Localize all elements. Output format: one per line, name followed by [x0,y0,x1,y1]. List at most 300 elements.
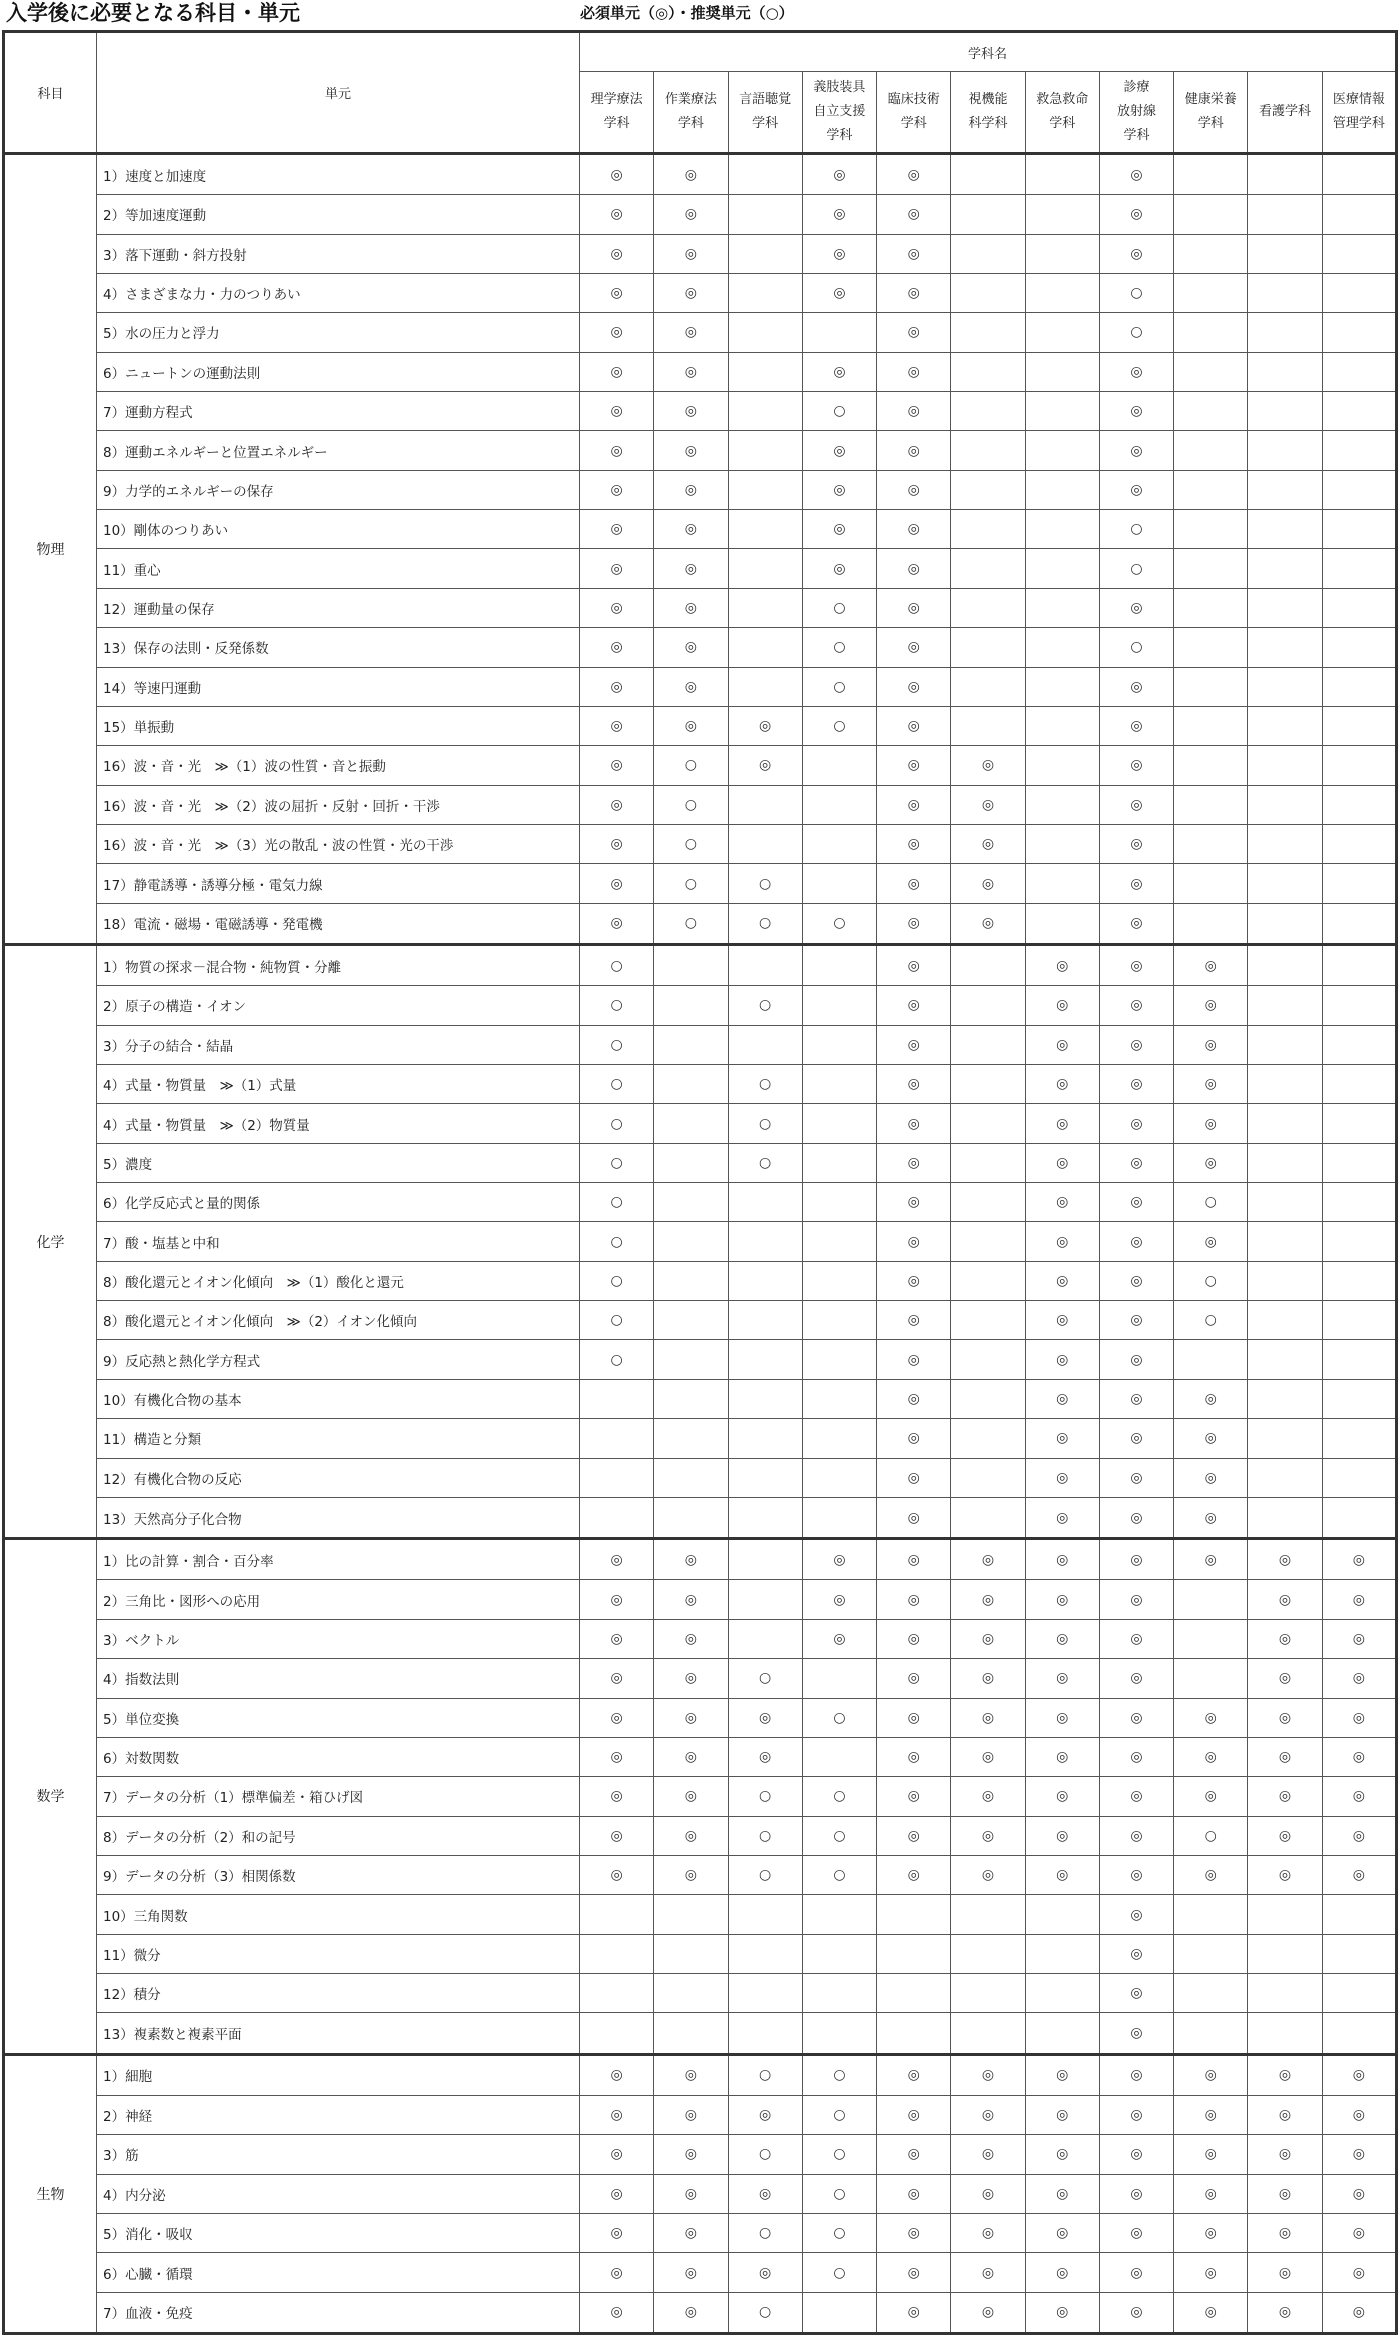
mark-cell: ○ [654,824,728,863]
mark-cell: ◎ [1099,1143,1173,1182]
mark-cell: ◎ [1099,986,1173,1025]
mark-cell: ◎ [654,2214,728,2253]
mark-cell: ○ [1099,549,1173,588]
mark-cell: ◎ [1322,1539,1396,1580]
mark-cell: ◎ [877,986,951,1025]
unit-cell: 16）波・音・光 ≫（1）波の性質・音と振動 [97,746,580,785]
department-header [1322,72,1396,154]
mark-cell [1025,1934,1099,1973]
table-row [4,1934,1397,1973]
mark-cell: ◎ [1322,1698,1396,1737]
mark-cell [802,1458,876,1497]
mark-cell [877,1895,951,1934]
table-row [4,746,1397,785]
unit-cell: 10）三角関数 [97,1895,580,1934]
mark-cell: ◎ [654,470,728,509]
mark-cell [728,154,802,195]
mark-cell: ◎ [1174,1104,1248,1143]
mark-cell: ◎ [802,1619,876,1658]
mark-cell: ◎ [580,2095,654,2134]
mark-cell: ◎ [580,154,654,195]
mark-cell: ○ [654,864,728,903]
mark-cell [951,1340,1025,1379]
mark-cell: ◎ [654,706,728,745]
mark-cell: ◎ [728,1698,802,1737]
mark-cell [802,785,876,824]
unit-cell: 4）指数法則 [97,1659,580,1698]
mark-cell: ◎ [877,431,951,470]
unit-cell: 6）心臓・循環 [97,2253,580,2292]
mark-cell: ◎ [580,1539,654,1580]
mark-cell: ◎ [877,1855,951,1894]
mark-cell: ◎ [654,234,728,273]
mark-cell: ◎ [951,1539,1025,1580]
mark-cell: ◎ [1322,2135,1396,2174]
department-header-line: 学科 [1049,116,1076,131]
mark-cell: ○ [654,746,728,785]
mark-cell: ○ [654,785,728,824]
mark-cell: ◎ [654,2174,728,2213]
mark-cell [1322,352,1396,391]
table-row [4,1659,1397,1698]
mark-cell: ○ [802,903,876,944]
mark-cell: ◎ [1248,1659,1322,1698]
unit-cell: 9）力学的エネルギーの保存 [97,470,580,509]
department-header [654,72,728,154]
mark-cell [951,1143,1025,1182]
mark-cell: ◎ [1248,2253,1322,2292]
mark-cell: ◎ [580,706,654,745]
mark-cell: ◎ [877,1025,951,1064]
mark-cell: ◎ [877,234,951,273]
mark-cell: ◎ [1099,1104,1173,1143]
mark-cell: ◎ [877,1539,951,1580]
mark-cell [1248,1183,1322,1222]
mark-cell: ◎ [580,510,654,549]
mark-cell: ○ [728,1064,802,1103]
mark-cell: ◎ [1099,1419,1173,1458]
subject-cell: 物理 [4,154,97,945]
mark-cell: ◎ [580,1855,654,1894]
unit-cell: 6）ニュートンの運動法則 [97,352,580,391]
unit-cell: 2）三角比・図形への応用 [97,1580,580,1619]
mark-cell [580,1419,654,1458]
mark-cell: ◎ [654,1659,728,1698]
unit-cell: 10）剛体のつりあい [97,510,580,549]
subject-cell: 化学 [4,945,97,1539]
mark-cell [1322,1895,1396,1934]
mark-cell [1322,986,1396,1025]
mark-cell: ◎ [1099,470,1173,509]
mark-cell [1322,1458,1396,1497]
mark-cell: ◎ [1099,195,1173,234]
mark-cell: ◎ [1099,1816,1173,1855]
table-row [4,1104,1397,1143]
mark-cell: ◎ [580,234,654,273]
mark-cell [654,2013,728,2054]
mark-cell [728,549,802,588]
mark-cell: ◎ [877,1659,951,1698]
mark-cell [951,706,1025,745]
mark-cell [1025,392,1099,431]
mark-cell: ◎ [1174,1064,1248,1103]
mark-cell [1248,864,1322,903]
subject-cell: 生物 [4,2054,97,2333]
mark-cell [654,1458,728,1497]
unit-cell: 2）原子の構造・イオン [97,986,580,1025]
unit-cell: 3）筋 [97,2135,580,2174]
mark-cell: ◎ [1025,2292,1099,2333]
mark-cell: ◎ [1099,1183,1173,1222]
mark-cell: ◎ [1322,1816,1396,1855]
table-row [4,510,1397,549]
mark-cell: ○ [580,1183,654,1222]
mark-cell: ◎ [951,1619,1025,1658]
mark-cell [951,588,1025,627]
mark-cell: ◎ [877,1340,951,1379]
mark-cell [728,1340,802,1379]
mark-cell [728,628,802,667]
mark-cell: ◎ [1174,1777,1248,1816]
mark-cell [728,1934,802,1973]
mark-cell: ◎ [877,154,951,195]
mark-cell: ◎ [877,510,951,549]
mark-cell [1025,313,1099,352]
mark-cell [580,1934,654,1973]
mark-cell [1174,313,1248,352]
mark-cell: ◎ [1099,706,1173,745]
mark-cell: ◎ [951,2214,1025,2253]
mark-cell [1248,234,1322,273]
mark-cell: ◎ [877,549,951,588]
mark-cell: ◎ [877,1064,951,1103]
unit-cell: 12）運動量の保存 [97,588,580,627]
subject-group [4,1539,1397,2054]
mark-cell: ◎ [580,1737,654,1776]
table-row [4,824,1397,863]
mark-cell: ◎ [580,2253,654,2292]
mark-cell: ◎ [728,2174,802,2213]
mark-cell [1322,1340,1396,1379]
mark-cell [1322,588,1396,627]
mark-cell [580,1895,654,1934]
table-row [4,195,1397,234]
mark-cell: ◎ [877,824,951,863]
mark-cell: ◎ [654,2135,728,2174]
department-header-line: 学科 [1197,116,1224,131]
mark-cell [1174,195,1248,234]
mark-cell [951,313,1025,352]
mark-cell [1248,154,1322,195]
mark-cell [802,1143,876,1182]
mark-cell: ◎ [877,1580,951,1619]
mark-cell [802,1064,876,1103]
mark-cell [728,1539,802,1580]
unit-cell: 11）構造と分類 [97,1419,580,1458]
mark-cell: ◎ [1174,1855,1248,1894]
mark-cell: ◎ [580,1580,654,1619]
unit-cell: 2）神経 [97,2095,580,2134]
table-row [4,588,1397,627]
mark-cell [728,510,802,549]
mark-cell [1025,588,1099,627]
mark-cell [1248,1419,1322,1458]
mark-cell [654,1183,728,1222]
mark-cell: ◎ [1099,1222,1173,1261]
mark-cell: ○ [580,1104,654,1143]
mark-cell [654,986,728,1025]
mark-cell [1174,352,1248,391]
table-row [4,706,1397,745]
mark-cell [1322,1301,1396,1340]
mark-cell: ○ [728,1777,802,1816]
mark-cell [1248,1934,1322,1973]
mark-cell: ◎ [728,2095,802,2134]
mark-cell [1248,706,1322,745]
mark-cell: ◎ [1174,986,1248,1025]
mark-cell [1174,1895,1248,1934]
mark-cell: ◎ [1322,1659,1396,1698]
mark-cell [728,945,802,986]
mark-cell: ◎ [951,1659,1025,1698]
table-row [4,1183,1397,1222]
mark-cell: ◎ [1025,1458,1099,1497]
mark-cell: ◎ [1025,1855,1099,1894]
mark-cell: ◎ [580,628,654,667]
mark-cell [1248,273,1322,312]
mark-cell: ○ [580,986,654,1025]
unit-cell: 4）さまざまな力・力のつりあい [97,273,580,312]
mark-cell [1248,1340,1322,1379]
mark-cell: ◎ [1322,1737,1396,1776]
mark-cell: ◎ [802,195,876,234]
mark-cell [951,273,1025,312]
unit-cell: 10）有機化合物の基本 [97,1379,580,1418]
unit-cell: 16）波・音・光 ≫（3）光の散乱・波の性質・光の干渉 [97,824,580,863]
mark-cell [802,1222,876,1261]
department-header [728,72,802,154]
mark-cell: ◎ [802,470,876,509]
mark-cell [951,1934,1025,1973]
department-header-line: 学科 [603,116,630,131]
mark-cell [1322,706,1396,745]
mark-cell: ○ [728,2214,802,2253]
mark-cell: ◎ [1322,1855,1396,1894]
mark-cell: ◎ [877,1143,951,1182]
mark-cell [1174,234,1248,273]
unit-cell: 5）消化・吸収 [97,2214,580,2253]
mark-cell: ◎ [1025,1025,1099,1064]
unit-cell: 9）データの分析（3）相関係数 [97,1855,580,1894]
mark-cell: ◎ [580,864,654,903]
mark-cell: ◎ [1174,1539,1248,1580]
mark-cell: ◎ [877,588,951,627]
mark-cell: ◎ [580,2292,654,2333]
mark-cell [1322,903,1396,944]
mark-cell [580,1974,654,2013]
mark-cell: ○ [802,2253,876,2292]
mark-cell [951,1183,1025,1222]
unit-cell: 14）等速円運動 [97,667,580,706]
mark-cell: ◎ [951,1580,1025,1619]
mark-cell: ◎ [877,1183,951,1222]
mark-cell [1248,195,1322,234]
subject-group [4,2054,1397,2333]
mark-cell: ◎ [1248,1539,1322,1580]
mark-cell: ◎ [654,1698,728,1737]
mark-cell: ◎ [877,1816,951,1855]
mark-cell [951,1497,1025,1538]
mark-cell [654,1301,728,1340]
mark-cell [802,824,876,863]
department-header [1174,72,1248,154]
mark-cell [1322,667,1396,706]
mark-cell: ◎ [580,392,654,431]
mark-cell [1322,1104,1396,1143]
mark-cell: ○ [802,2054,876,2095]
page-title: 入学後に必要となる科目・単元 [6,1,300,25]
mark-cell: ◎ [877,2095,951,2134]
mark-cell: ◎ [877,313,951,352]
mark-cell: ◎ [877,785,951,824]
table-row [4,1855,1397,1894]
mark-cell: ○ [802,392,876,431]
mark-cell: ◎ [654,667,728,706]
mark-cell: ○ [728,1855,802,1894]
unit-cell: 18）電流・磁場・電磁誘導・発電機 [97,903,580,944]
mark-cell: ◎ [1099,2253,1173,2292]
mark-cell: ◎ [1099,1301,1173,1340]
mark-cell: ◎ [1174,1698,1248,1737]
mark-cell: ◎ [1025,1104,1099,1143]
mark-cell: ◎ [1099,1619,1173,1658]
mark-cell [1174,1340,1248,1379]
mark-cell: ◎ [877,2253,951,2292]
mark-cell: ○ [802,2214,876,2253]
mark-cell: ◎ [802,273,876,312]
mark-cell: ◎ [580,2054,654,2095]
mark-cell: ◎ [1099,864,1173,903]
mark-cell: ○ [580,1143,654,1182]
mark-cell [1025,903,1099,944]
mark-cell [580,1379,654,1418]
mark-cell: ◎ [1174,1458,1248,1497]
mark-cell: ◎ [1322,2095,1396,2134]
table-row [4,667,1397,706]
mark-cell: ◎ [1174,1379,1248,1418]
mark-cell [654,1261,728,1300]
mark-cell: ○ [802,1816,876,1855]
unit-cell: 5）水の圧力と浮力 [97,313,580,352]
department-header-line: 自立支援 [813,104,866,119]
mark-cell [1248,1261,1322,1300]
mark-cell [1248,588,1322,627]
table-row [4,234,1397,273]
mark-cell: ◎ [1099,431,1173,470]
mark-cell [1025,549,1099,588]
mark-cell: ◎ [654,588,728,627]
unit-cell: 8）酸化還元とイオン化傾向 ≫（2）イオン化傾向 [97,1301,580,1340]
mark-cell: ◎ [1099,2054,1173,2095]
mark-cell: ◎ [654,352,728,391]
mark-cell [654,1974,728,2013]
mark-cell [1322,2013,1396,2054]
mark-cell [1248,1497,1322,1538]
mark-cell [802,313,876,352]
mark-cell [654,1895,728,1934]
mark-cell [951,470,1025,509]
mark-cell: ◎ [580,667,654,706]
mark-cell [1174,864,1248,903]
mark-cell [728,1497,802,1538]
table-row [4,1816,1397,1855]
mark-cell [1248,1025,1322,1064]
mark-cell: ◎ [877,1619,951,1658]
mark-cell [1248,470,1322,509]
mark-cell: ◎ [1248,2292,1322,2333]
mark-cell: ◎ [1025,1698,1099,1737]
mark-cell [1322,1064,1396,1103]
subject-column-header: 科目 [4,32,97,154]
mark-cell [1248,2013,1322,2054]
mark-cell: ◎ [1322,1777,1396,1816]
unit-cell: 7）酸・塩基と中和 [97,1222,580,1261]
mark-cell: ◎ [1248,2214,1322,2253]
mark-cell: ○ [654,903,728,944]
mark-cell: ◎ [1099,824,1173,863]
mark-cell [728,785,802,824]
mark-cell: ◎ [580,2135,654,2174]
mark-cell: ◎ [654,1580,728,1619]
mark-cell: ◎ [580,2174,654,2213]
mark-cell [1248,313,1322,352]
unit-cell: 13）天然高分子化合物 [97,1497,580,1538]
mark-cell [728,234,802,273]
mark-cell [1025,785,1099,824]
mark-cell [728,1419,802,1458]
table-row [4,2135,1397,2174]
mark-cell: ◎ [580,431,654,470]
mark-cell: ◎ [654,273,728,312]
mark-cell: ◎ [1248,1855,1322,1894]
mark-cell: ◎ [1025,1183,1099,1222]
department-header-line: 放射線 [1116,104,1156,119]
mark-cell: ○ [728,2135,802,2174]
mark-cell: ◎ [1025,1064,1099,1103]
subject-cell: 数学 [4,1539,97,2054]
mark-cell [1248,903,1322,944]
table-row [4,154,1397,195]
mark-cell: ◎ [1248,1816,1322,1855]
unit-cell: 15）単振動 [97,706,580,745]
mark-cell: ◎ [654,1777,728,1816]
table-row [4,1580,1397,1619]
mark-cell: ◎ [1099,2292,1173,2333]
unit-cell: 16）波・音・光 ≫（2）波の屈折・反射・回折・干渉 [97,785,580,824]
mark-cell [1174,273,1248,312]
mark-cell [951,1419,1025,1458]
mark-cell [951,1104,1025,1143]
mark-cell [1248,1104,1322,1143]
mark-cell: ○ [802,2095,876,2134]
unit-cell: 8）データの分析（2）和の記号 [97,1816,580,1855]
mark-cell: ◎ [1174,1222,1248,1261]
department-header-line: 健康栄養 [1184,92,1237,107]
unit-cell: 6）対数関数 [97,1737,580,1776]
mark-cell [1174,903,1248,944]
table-row [4,945,1397,986]
unit-cell: 12）有機化合物の反応 [97,1458,580,1497]
